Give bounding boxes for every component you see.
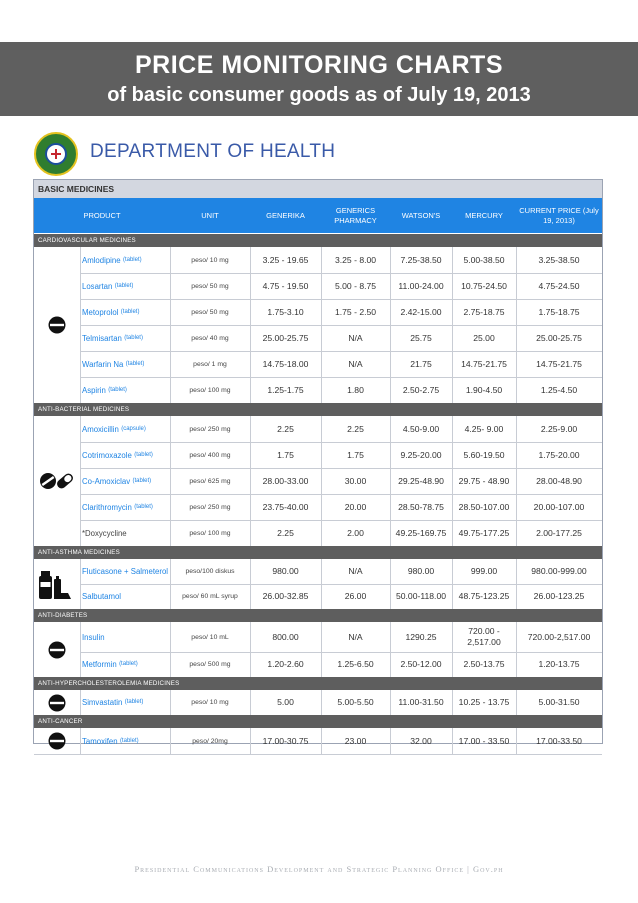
price-generics-pharmacy: N/A bbox=[348, 631, 363, 642]
price-current: 720.00-2,517.00 bbox=[527, 631, 591, 642]
price-current: 5.00-31.50 bbox=[538, 697, 580, 707]
price-watsons: 980.00 bbox=[407, 566, 435, 576]
price-current: 1.75-20.00 bbox=[538, 449, 580, 460]
unit-cell: peso/ 250 mg bbox=[189, 425, 231, 433]
capsule-tablet-icon bbox=[34, 416, 80, 546]
price-mercury: 10.25 - 13.75 bbox=[458, 697, 510, 707]
price-generics-pharmacy: 5.00-5.50 bbox=[337, 697, 374, 707]
price-generics-pharmacy: 23.00 bbox=[344, 735, 367, 746]
price-watsons: 2.50-12.00 bbox=[400, 659, 442, 669]
price-watsons: 21.75 bbox=[410, 358, 432, 369]
product-form: (tablet) bbox=[122, 256, 142, 263]
price-generics-pharmacy: 1.25-6.50 bbox=[337, 659, 374, 669]
price-watsons: 2.50-2.75 bbox=[402, 384, 440, 395]
page-title: PRICE MONITORING CHARTS bbox=[135, 51, 503, 79]
price-watsons: 11.00-31.50 bbox=[398, 697, 444, 707]
header-column-unit: UNIT bbox=[201, 210, 219, 220]
price-mercury: 2.50-13.75 bbox=[463, 659, 505, 669]
product-cell bbox=[80, 325, 170, 351]
price-current: 28.00-48.90 bbox=[536, 475, 582, 486]
unit-cell: peso/ 50 mg bbox=[191, 282, 229, 290]
unit-cell: peso/100 diskus bbox=[185, 568, 235, 575]
price-watsons: 29.25-48.90 bbox=[398, 475, 444, 486]
block-divider bbox=[34, 754, 602, 755]
price-generika: 5.00 bbox=[277, 697, 294, 707]
price-current: 20.00-107.00 bbox=[533, 501, 585, 512]
product-name: Telmisartan bbox=[82, 333, 122, 343]
product-cell bbox=[80, 299, 170, 325]
price-generika: 2.25 bbox=[277, 423, 294, 434]
price-mercury: 4.25- 9.00 bbox=[464, 423, 504, 434]
price-generics-pharmacy: 20.00 bbox=[344, 501, 367, 512]
price-generics-pharmacy: 2.00 bbox=[347, 527, 364, 538]
price-watsons: 4.50-9.00 bbox=[402, 423, 440, 434]
product-cell bbox=[80, 377, 170, 403]
price-current: 980.00-999.00 bbox=[531, 566, 587, 576]
price-generika: 1.75-3.10 bbox=[267, 306, 304, 317]
product-form: (tablet) bbox=[132, 477, 152, 484]
tablet-icon bbox=[34, 247, 80, 403]
price-mercury: 5.60-19.50 bbox=[463, 449, 505, 460]
header-column-mercury: MERCURY bbox=[465, 210, 503, 220]
price-generika: 1.20-2.60 bbox=[267, 659, 304, 669]
product-form: (tablet) bbox=[108, 386, 127, 393]
unit-cell: peso/ 10 mL bbox=[191, 633, 229, 641]
price-watsons: 7.25-38.50 bbox=[400, 254, 442, 265]
column-divider bbox=[170, 622, 171, 677]
price-watsons: 1290.25 bbox=[405, 631, 437, 642]
section-label: BASIC MEDICINES bbox=[34, 180, 602, 198]
unit-cell: peso/ 100 mg bbox=[189, 529, 231, 537]
product-name: Co-Amoxiclav bbox=[82, 476, 131, 486]
unit-cell: peso/ 50 mg bbox=[191, 308, 229, 316]
price-mercury: 14.75-21.75 bbox=[461, 358, 507, 369]
department-name: DEPARTMENT OF HEALTH bbox=[90, 141, 336, 162]
price-generics-pharmacy: 5.00 - 8.75 bbox=[334, 280, 377, 291]
price-generika: 26.00-32.85 bbox=[262, 591, 309, 601]
price-current: 25.00-25.75 bbox=[536, 332, 582, 343]
product-cell bbox=[80, 468, 170, 494]
price-current: 26.00-123.25 bbox=[533, 591, 585, 601]
product-name: Fluticasone + Salmeterol bbox=[82, 567, 169, 576]
product-name: Aspirin bbox=[82, 385, 106, 395]
product-name: Simvastatin bbox=[82, 698, 123, 707]
price-generics-pharmacy: N/A bbox=[348, 332, 363, 343]
unit-cell: peso/ 20mg bbox=[192, 737, 228, 745]
product-name: Metoprolol bbox=[82, 307, 119, 317]
category-header: ANTI-HYPERCHOLESTEROLEMIA MEDICINES bbox=[34, 677, 602, 690]
price-current: 2.25-9.00 bbox=[540, 423, 578, 434]
price-generics-pharmacy: 2.25 bbox=[347, 423, 364, 434]
price-watsons: 11.00-24.00 bbox=[398, 280, 444, 291]
unit-cell: peso/ 500 mg bbox=[189, 661, 231, 668]
price-watsons: 49.25-169.75 bbox=[395, 527, 447, 538]
price-mercury: 999.00 bbox=[470, 566, 498, 576]
tablet-icon bbox=[34, 728, 80, 754]
footer-text: Presidential Communications Development and Strategic Planning Office | Gov.ph bbox=[134, 864, 504, 874]
inhaler-bottle-icon bbox=[34, 559, 80, 609]
product-name: Metformin bbox=[82, 660, 117, 669]
product-cell bbox=[80, 584, 170, 609]
price-generika: 1.25-1.75 bbox=[267, 384, 304, 395]
product-cell bbox=[80, 520, 170, 546]
product-form: (tablet) bbox=[124, 699, 144, 705]
price-generika: 17.00-30.75 bbox=[262, 735, 309, 746]
price-mercury: 2.75-18.75 bbox=[463, 306, 505, 317]
product-name: Amlodipine bbox=[82, 255, 121, 265]
unit-cell: peso/ 40 mg bbox=[191, 334, 229, 342]
price-current: 3.25-38.50 bbox=[538, 254, 580, 265]
unit-cell: peso/ 10 mg bbox=[191, 256, 229, 264]
product-cell bbox=[80, 273, 170, 299]
price-watsons: 50.00-118.00 bbox=[395, 591, 446, 601]
price-watsons: 2.42-15.00 bbox=[400, 306, 442, 317]
product-cell bbox=[80, 690, 170, 715]
product-form: (tablet) bbox=[124, 334, 143, 341]
price-generika: 23.75-40.00 bbox=[262, 501, 309, 512]
category-header: ANTI-BACTERIAL MEDICINES bbox=[34, 403, 602, 416]
price-watsons: 28.50-78.75 bbox=[398, 501, 444, 512]
product-form: (tablet) bbox=[119, 737, 139, 744]
price-generics-pharmacy: 3.25 - 8.00 bbox=[334, 254, 377, 265]
header-column-watsons: WATSON'S bbox=[401, 210, 441, 220]
price-watsons: 25.75 bbox=[410, 332, 432, 343]
product-form: (capsule) bbox=[121, 425, 146, 432]
unit-cell: peso/ 60 mL syrup bbox=[182, 593, 238, 600]
product-name: Insulin bbox=[82, 632, 105, 642]
product-cell bbox=[80, 622, 170, 652]
price-generika: 1.75 bbox=[277, 449, 294, 460]
price-generika: 980.00 bbox=[272, 566, 299, 576]
category-header: ANTI-ASTHMA MEDICINES bbox=[34, 546, 602, 559]
product-name: Salbutamol bbox=[82, 592, 122, 601]
price-generika: 4.75 - 19.50 bbox=[262, 280, 309, 291]
header-column-generika: GENERIKA bbox=[266, 210, 305, 220]
price-mercury: 48.75-123.25 bbox=[458, 591, 510, 601]
price-generics-pharmacy: 1.75 bbox=[347, 449, 364, 460]
product-form: (tablet) bbox=[125, 360, 145, 367]
page-subtitle: of basic consumer goods as of July 19, 2013 bbox=[107, 84, 531, 106]
product-cell bbox=[80, 559, 170, 584]
price-generika: 25.00-25.75 bbox=[262, 332, 309, 343]
product-name: Clarithromycin bbox=[82, 502, 132, 512]
price-mercury: 28.50-107.00 bbox=[458, 501, 510, 512]
price-mercury: 10.75-24.50 bbox=[461, 280, 507, 291]
price-current: 4.75-24.50 bbox=[538, 280, 580, 291]
price-mercury: 5.00-38.50 bbox=[463, 254, 505, 265]
product-cell bbox=[80, 442, 170, 468]
price-watsons: 9.25-20.00 bbox=[400, 449, 442, 460]
price-mercury: 720.00 - 2,517.00 bbox=[467, 626, 501, 647]
unit-cell: peso/ 400 mg bbox=[189, 451, 231, 459]
product-form: (tablet) bbox=[119, 661, 138, 667]
product-name: Cotrimoxazole bbox=[82, 450, 132, 460]
price-watsons: 32.00 bbox=[410, 735, 432, 746]
unit-cell: peso/ 100 mg bbox=[189, 386, 231, 394]
category-header: ANTI-CANCER bbox=[34, 715, 602, 728]
tablet-icon bbox=[34, 622, 80, 677]
price-mercury: 17.00 - 33.50 bbox=[458, 735, 510, 746]
price-generics-pharmacy: N/A bbox=[348, 566, 363, 576]
column-divider bbox=[170, 690, 171, 715]
price-mercury: 49.75-177.25 bbox=[458, 527, 510, 538]
price-mercury: 29.75 - 48.90 bbox=[458, 475, 510, 486]
product-form: (tablet) bbox=[114, 282, 134, 289]
product-name: *Doxycycline bbox=[82, 528, 127, 538]
unit-cell: peso/ 250 mg bbox=[189, 503, 231, 511]
unit-cell: peso/ 625 mg bbox=[189, 477, 231, 485]
price-generika: 2.25 bbox=[277, 527, 294, 538]
price-generics-pharmacy: 1.80 bbox=[347, 384, 364, 395]
product-name: Warfarin Na bbox=[82, 359, 124, 369]
header-column-product: PRODUCT bbox=[83, 210, 121, 220]
price-generika: 800.00 bbox=[272, 631, 299, 642]
header-column-current-price: CURRENT PRICE (July 19, 2013) bbox=[519, 205, 599, 225]
price-current: 1.25-4.50 bbox=[540, 384, 578, 395]
price-current: 2.00-177.25 bbox=[536, 527, 582, 538]
price-current: 1.75-18.75 bbox=[538, 306, 580, 317]
price-current: 1.20-13.75 bbox=[538, 659, 580, 669]
product-form: (tablet) bbox=[134, 451, 153, 458]
price-generika: 3.25 - 19.65 bbox=[262, 254, 309, 265]
price-current: 14.75-21.75 bbox=[536, 358, 582, 369]
header-column-generics-pharmacy: GENERICS PHARMACY bbox=[334, 205, 377, 225]
product-form: (tablet) bbox=[120, 308, 140, 315]
price-generika: 14.75-18.00 bbox=[262, 358, 309, 369]
product-cell bbox=[80, 416, 170, 442]
price-generika: 28.00-33.00 bbox=[262, 475, 309, 486]
unit-cell: peso/ 10 mg bbox=[191, 699, 229, 706]
price-mercury: 25.00 bbox=[473, 332, 495, 343]
price-generics-pharmacy: N/A bbox=[348, 358, 363, 369]
column-divider bbox=[170, 416, 171, 546]
product-cell bbox=[80, 247, 170, 273]
department-seal-icon bbox=[34, 132, 78, 176]
product-name: Amoxicillin bbox=[82, 424, 119, 434]
price-mercury: 1.90-4.50 bbox=[465, 384, 503, 395]
product-cell bbox=[80, 351, 170, 377]
category-header: CARDIOVASCULAR MEDICINES bbox=[34, 234, 602, 247]
product-name: Tamoxifen bbox=[82, 736, 118, 746]
product-name: Losartan bbox=[82, 281, 113, 291]
category-header: ANTI-DIABETES bbox=[34, 609, 602, 622]
product-form: (tablet) bbox=[134, 503, 153, 510]
tablet-icon bbox=[34, 690, 80, 715]
unit-cell: peso/ 1 mg bbox=[193, 360, 227, 368]
price-generics-pharmacy: 26.00 bbox=[344, 591, 367, 601]
price-generics-pharmacy: 1.75 - 2.50 bbox=[334, 306, 377, 317]
product-cell bbox=[80, 728, 170, 754]
price-generics-pharmacy: 30.00 bbox=[344, 475, 367, 486]
column-divider bbox=[170, 728, 171, 754]
product-cell bbox=[80, 494, 170, 520]
price-current: 17.00-33.50 bbox=[536, 735, 582, 746]
product-cell bbox=[80, 652, 170, 677]
